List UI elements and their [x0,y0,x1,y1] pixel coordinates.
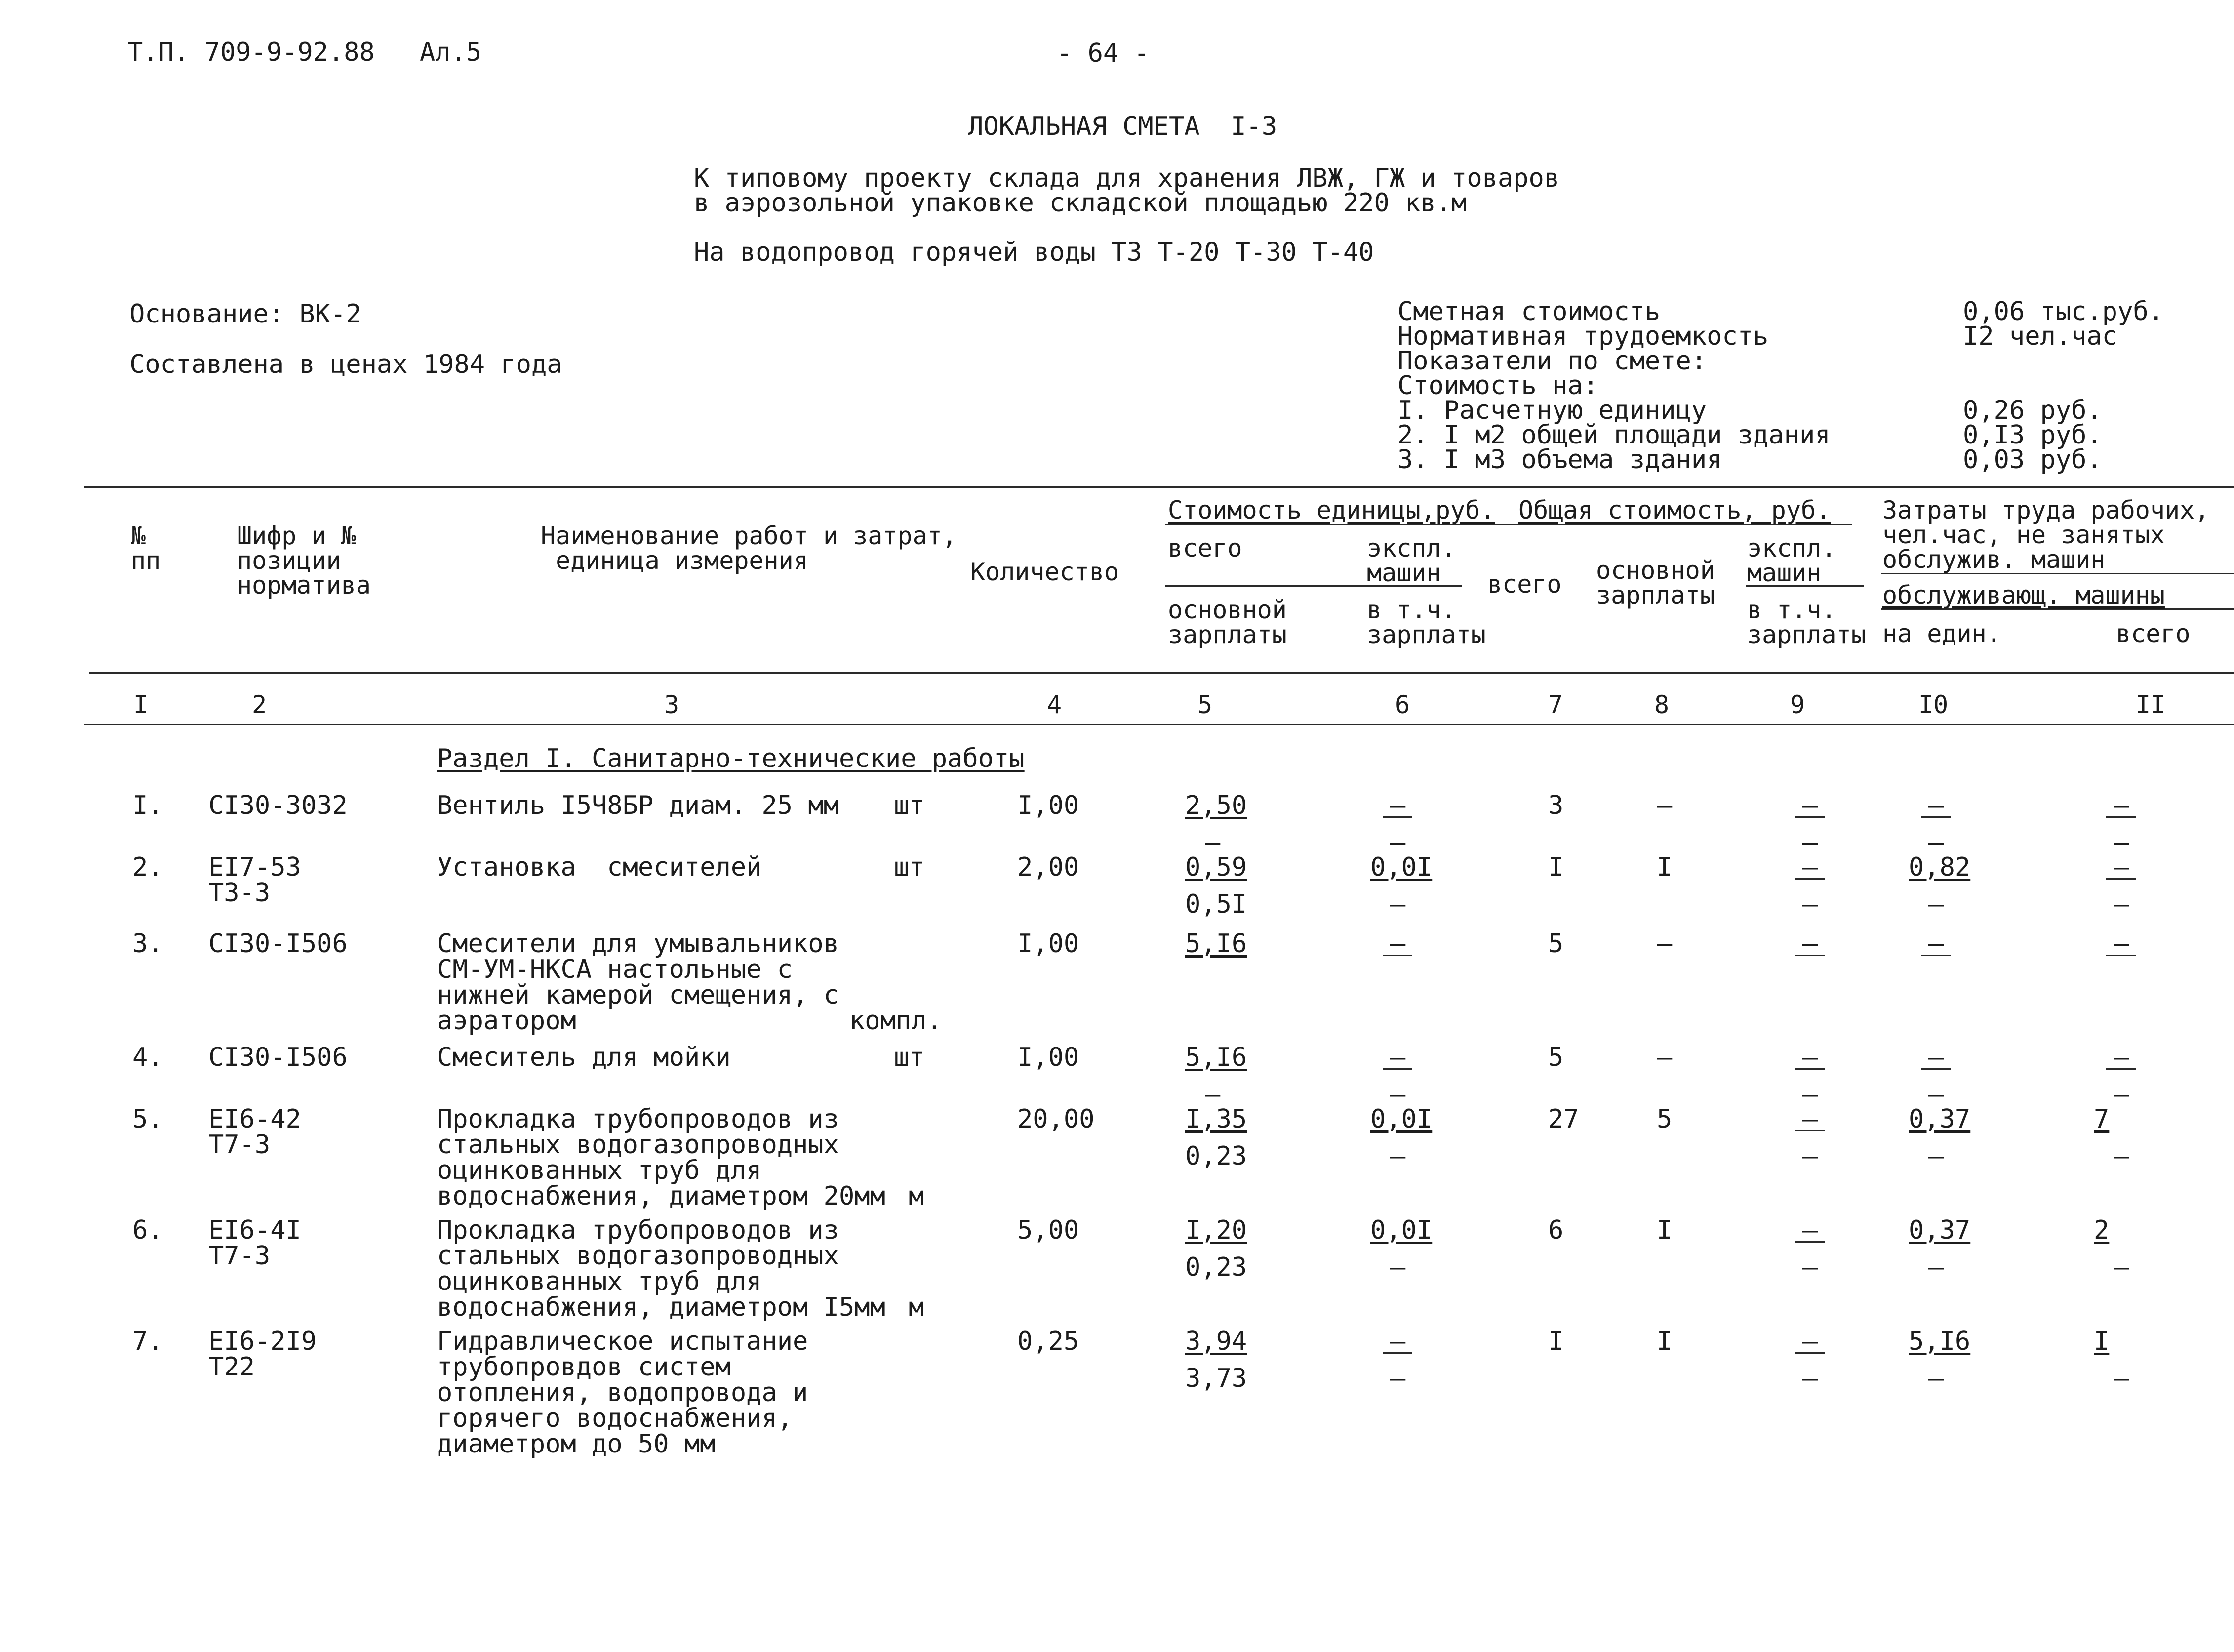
cell-labor-unit: 0,82 [1909,852,1971,882]
cell-unit-total: 5,I6 [1185,929,1247,959]
column-number: II [2136,690,2166,719]
column-number: 9 [1790,690,1805,719]
page-number: - 64 - [1057,39,1150,68]
cell-unit-machines: – [1390,791,1406,820]
cell-labor-total: – [2114,852,2129,882]
summary-value: 0,03 руб. [1963,445,2102,475]
row-unit: м [909,1292,924,1322]
cell-labor-total-sub: – [2114,828,2129,857]
row-code: CI30-I506 [208,1043,348,1072]
column-number: 8 [1654,690,1670,719]
row-unit: шт [894,791,925,820]
cell-total: I [1548,1327,1564,1356]
row-number: 7. [132,1327,163,1356]
cell-labor-unit-sub: – [1928,1141,1944,1171]
cell-total: 3 [1548,791,1564,820]
cell-total: 5 [1548,929,1564,959]
col-header-labor-total: всего [2116,619,2191,648]
cell-labor-unit: – [1928,1043,1944,1072]
cell-total-machines: – [1802,1043,1818,1072]
cell-total-salary: – [1657,929,1673,959]
row-quantity: I,00 [1017,791,1079,820]
cell-unit-machines: 0,0I [1370,1104,1433,1134]
cell-unit-total: 3,94 [1185,1327,1247,1356]
header-bottom-rule [89,672,2234,674]
table-top-rule [84,486,2234,488]
col-header-labor-sub: обслуживающ. машины [1882,581,2165,609]
cell-unit-machines: 0,0I [1370,1215,1433,1245]
row-quantity: 5,00 [1017,1215,1079,1245]
col-header-basic-salary: основной зарплаты [1168,596,1287,649]
row-name: Смесители для умывальников СМ-УМ-НКСА настольные с нижней камерой смещения, с аэратором [437,929,839,1036]
cell-unit-total-sub: 0,5I [1185,889,1247,919]
cell-total-machines: – [1802,1104,1818,1134]
basis: Основание: ВК-2 [129,299,361,329]
summary-label: 2. I м2 общей площади здания [1397,420,1831,450]
cell-total-salary: I [1657,1327,1673,1356]
cell-unit-machines: – [1390,929,1406,959]
row-unit: м [909,1181,924,1211]
row-name: Вентиль I5Ч8БР диам. 25 мм [437,791,839,820]
column-number: I0 [1918,690,1949,719]
col-header-incl-salary: в т.ч. зарплаты [1367,596,1486,649]
cell-unit-machines-sub: – [1390,1141,1406,1171]
summary-label: 3. I м3 объема здания [1397,445,1722,475]
album-number: Ал.5 [420,38,482,67]
cell-total-machines-sub: – [1802,828,1818,857]
cell-unit-total: 2,50 [1185,791,1247,820]
cell-labor-unit-sub: – [1928,1252,1944,1282]
col-header-unit-cost: Стоимость единицы,руб. [1168,496,1495,524]
row-code: EI6-4I Т7-3 [208,1215,301,1271]
col-header-per-unit: на един. [1882,619,2001,648]
cell-labor-unit-sub: – [1928,1364,1944,1393]
cell-labor-total: 2 [2094,1215,2110,1245]
cell-total-machines: – [1802,1215,1818,1245]
estimate-title: ЛОКАЛЬНАЯ СМЕТА I-3 [968,112,1277,141]
col-header-machines: экспл. машин [1367,534,1456,587]
cell-total-machines-sub: – [1802,1080,1818,1109]
row-name: Смеситель для мойки [437,1043,731,1072]
cell-labor-total: I [2094,1327,2110,1356]
cell-total: 27 [1548,1104,1579,1134]
row-number: 3. [132,929,163,959]
row-number: 5. [132,1104,163,1134]
cell-labor-total: – [2114,791,2129,820]
cell-total: I [1548,852,1564,882]
cell-unit-machines-sub: – [1390,1364,1406,1393]
col-header-labor: Затраты труда рабочих, чел.час, не занятых обслужив. машин [1882,496,2210,574]
col-header-total-cost: Общая стоимость, руб. [1518,496,1831,524]
cell-unit-total: I,20 [1185,1215,1247,1245]
cell-unit-total-sub: 0,23 [1185,1252,1247,1282]
row-number: 4. [132,1043,163,1072]
row-unit: шт [894,1043,925,1072]
cell-total-salary: I [1657,1215,1673,1245]
cell-total-salary: I [1657,852,1673,882]
project-code: Т.П. 709-9-92.88 [127,38,375,67]
column-number: 7 [1548,690,1563,719]
cell-unit-machines: 0,0I [1370,852,1433,882]
col-header-total: всего [1168,534,1242,563]
row-unit: компл. [849,1006,942,1036]
cell-total-machines-sub: – [1802,1364,1818,1393]
row-name: Гидравлическое испытание трубопровдов систем отопления, водопровода и горячего водоснабжения, диаметром до 50 мм [437,1327,808,1459]
row-code: CI30-3032 [208,791,348,820]
cell-unit-total: 5,I6 [1185,1043,1247,1072]
cell-labor-unit-sub: – [1928,1080,1944,1109]
cell-total: 5 [1548,1043,1564,1072]
row-unit: шт [894,852,925,882]
row-number: 6. [132,1215,163,1245]
cell-labor-total: 7 [2094,1104,2110,1134]
cell-total-machines: – [1802,791,1818,820]
col-header-num: № пп [131,522,161,575]
cell-labor-total-sub: – [2114,1141,2129,1171]
project-description-line1: К типовому проекту склада для хранения ЛВЖ, ГЖ и товаров [694,163,1560,193]
row-name: Прокладка трубопроводов из стальных водогазопроводных оцинкованных труб для водоснабжения, диаметром I5мм [437,1215,885,1322]
cell-labor-unit: 5,I6 [1909,1327,1971,1356]
cell-labor-unit: 0,37 [1909,1215,1971,1245]
row-quantity: I,00 [1017,1043,1079,1072]
cell-unit-machines-sub: – [1390,1252,1406,1282]
row-quantity: 20,00 [1017,1104,1095,1134]
column-number: 2 [252,690,267,719]
cell-unit-machines: – [1390,1327,1406,1356]
row-quantity: I,00 [1017,929,1079,959]
column-number: I [133,690,149,719]
summary-value: 0,26 руб. [1963,396,2102,425]
column-number: 5 [1197,690,1213,719]
column-number: 6 [1395,690,1410,719]
cell-total-salary: – [1657,1043,1673,1072]
cell-labor-total: – [2114,929,2129,959]
summary-label: Сметная стоимость [1397,297,1661,326]
row-number: I. [132,791,163,820]
cell-labor-unit-sub: – [1928,889,1944,919]
cell-total: 6 [1548,1215,1564,1245]
cell-unit-machines-sub: – [1390,828,1406,857]
cell-total-machines: – [1802,1327,1818,1356]
cell-labor-unit: 0,37 [1909,1104,1971,1134]
cell-unit-machines: – [1390,1043,1406,1072]
cell-unit-total-sub: – [1205,828,1221,857]
section-title: Раздел I. Санитарно-технические работы [437,744,1025,773]
cell-labor-unit: – [1928,791,1944,820]
col-header-code: Шифр и № позиции норматива [237,522,371,600]
col-header-total2: всего [1487,570,1562,599]
cell-total-salary: – [1657,791,1673,820]
summary-label: I. Расчетную единицу [1397,396,1707,425]
cell-unit-machines-sub: – [1390,889,1406,919]
cell-total-machines-sub: – [1802,1141,1818,1171]
cell-labor-total-sub: – [2114,1364,2129,1393]
cell-unit-total: 0,59 [1185,852,1247,882]
row-name: Установка смесителей [437,852,762,882]
cell-labor-unit: – [1928,929,1944,959]
col-header-incl-salary2: в т.ч. зарплаты [1747,596,1866,649]
cell-unit-total-sub: – [1205,1080,1221,1109]
estimate-subject: На водопровод горячей воды ТЗ Т-20 Т-30 Т-40 [694,238,1374,267]
summary-value: 0,06 тыс.руб. [1963,297,2164,326]
row-code: EI6-2I9 Т22 [208,1327,317,1382]
column-numbers-rule [84,724,2234,725]
cell-labor-total: – [2114,1043,2129,1072]
col-header-name: Наименование работ и затрат, единица измерения [541,522,957,575]
row-code: EI7-53 ТЗ-3 [208,852,301,908]
row-number: 2. [132,852,163,882]
prices-year: Составлена в ценах 1984 года [129,350,562,379]
cell-labor-total-sub: – [2114,1080,2129,1109]
summary-label: Показатели по смете: [1397,346,1707,376]
cell-unit-total-sub: 3,73 [1185,1364,1247,1393]
summary-value: I2 чел.час [1963,322,2118,351]
col-header-basic-salary2: основной зарплаты [1596,556,1715,609]
column-number: 4 [1047,690,1062,719]
cell-total-machines: – [1802,929,1818,959]
cell-total-salary: 5 [1657,1104,1673,1134]
cell-labor-total-sub: – [2114,889,2129,919]
cell-total-machines: – [1802,852,1818,882]
summary-label: Нормативная трудоемкость [1397,322,1769,351]
col-header-qty: Количество [970,558,1119,586]
cell-total-machines-sub: – [1802,1252,1818,1282]
cell-unit-total-sub: 0,23 [1185,1141,1247,1171]
row-quantity: 0,25 [1017,1327,1079,1356]
column-number: 3 [664,690,679,719]
cell-labor-unit-sub: – [1928,828,1944,857]
row-code: EI6-42 Т7-3 [208,1104,301,1160]
summary-value: 0,I3 руб. [1963,420,2102,450]
cell-labor-total-sub: – [2114,1252,2129,1282]
project-description-line2: в аэрозольной упаковке складской площадью 220 кв.м [694,188,1467,218]
row-name: Прокладка трубопроводов из стальных водогазопроводных оцинкованных труб для водоснабжения, диаметром 20мм [437,1104,885,1211]
row-quantity: 2,00 [1017,852,1079,882]
row-code: CI30-I506 [208,929,348,959]
cell-total-machines-sub: – [1802,889,1818,919]
cell-unit-total: I,35 [1185,1104,1247,1134]
col-header-machines2: экспл. машин [1747,534,1836,587]
cell-unit-machines-sub: – [1390,1080,1406,1109]
summary-label: Стоимость на: [1397,371,1598,401]
